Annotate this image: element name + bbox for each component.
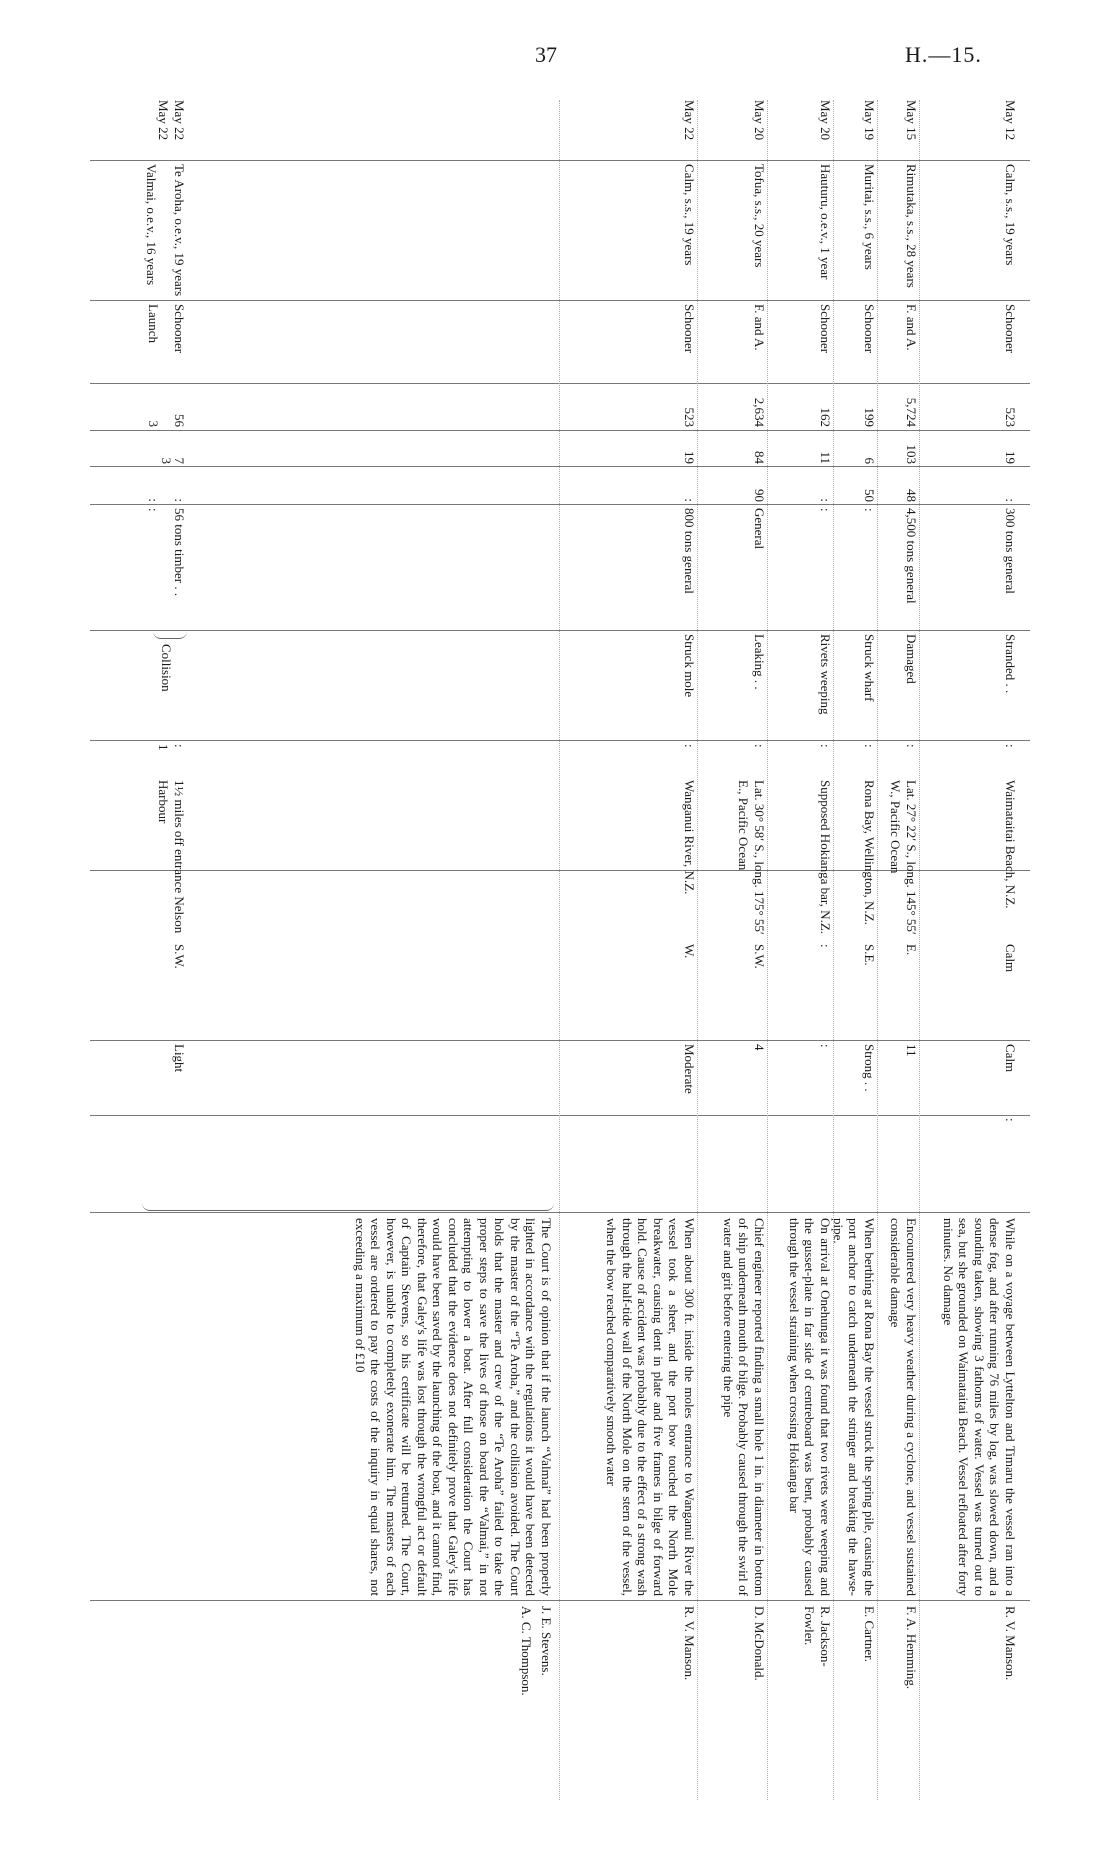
cell-lives-lost: : bbox=[904, 744, 919, 748]
cell-casualty: Stranded . . bbox=[1003, 634, 1018, 694]
cell-place: Lat. 30° 58′ S., long. 175° 55′ E., Pacific Ocean bbox=[736, 780, 767, 935]
cell-officer: E. Cartner. bbox=[862, 1606, 877, 1662]
cell-date: May 22 bbox=[172, 100, 187, 141]
cell-tonnage: 2,634 bbox=[752, 397, 767, 427]
cell-date: May 22 bbox=[156, 100, 171, 141]
cell-cargo: : bbox=[818, 508, 833, 512]
table-row bbox=[562, 100, 698, 1800]
table-row bbox=[879, 100, 920, 1800]
cell-casualty: Struck wharf bbox=[862, 634, 877, 702]
cell-wind-force: Light bbox=[172, 1044, 187, 1073]
cell-passengers: 50 bbox=[862, 489, 877, 502]
document-reference: H.—15. bbox=[905, 42, 982, 67]
cell-wind-force: 4 bbox=[752, 1044, 767, 1051]
cell-date: May 15 bbox=[904, 100, 919, 141]
cell-rig: F. and A. bbox=[752, 304, 767, 351]
cell-wind-force: : bbox=[818, 1044, 833, 1048]
cell-remarks: Chief engineer reported finding a small hole 1 in. in diameter in bottom of ship underneath mouth of bilge. Probably caused through the swirl of water and grit before entering the pipe bbox=[721, 1218, 767, 1596]
cell-place: Rona Bay, Wellington, N.Z. bbox=[862, 780, 877, 925]
cell-officer: A. C. Thompson. bbox=[519, 1606, 534, 1696]
cell-vessel: Calm, s.s., 19 years bbox=[682, 164, 697, 266]
cell-passengers: : bbox=[682, 498, 697, 502]
cell-cargo: 800 tons general bbox=[682, 508, 697, 594]
cell-casualty: Struck mole bbox=[682, 634, 697, 698]
cell-cargo: : bbox=[862, 508, 877, 512]
collision-row bbox=[129, 100, 560, 1800]
cell-remarks: The Court is of opinion that if the launch “Valmai” had been properly lighted in accordance with the regulations it would have been detected by the master of the “Te Aroha,” and the collision avoided. The Court holds that the master and crew of the “Te Aroha” failed to take the proper steps to save the lives of those on board the “Valmai,” in not attempting to lower a boat. After full consideration the Court has concluded that the evidence does not definitely prove that Galey's life would have been saved by the launching of the boat, and it cannot find, therefore, that Galey's life was lost through the wrongful act or default of Captain Stevens, so his certificate will be returned. The Court, however, is unable to completely exonerate him. The masters of each vessel are ordered to pay the costs of the inquiry in equal shares, not exceeding a maximum of £10 bbox=[353, 1218, 554, 1596]
cell-cargo: General bbox=[752, 508, 767, 550]
cell-rig: Schooner bbox=[818, 304, 833, 354]
cell-wind-dir: S.W. bbox=[752, 944, 767, 969]
cell-wind-dir: E. bbox=[904, 944, 919, 956]
table-row bbox=[769, 100, 834, 1800]
cell-wind-dir: W. bbox=[682, 944, 697, 959]
cell-vessel: Hauturu, o.e.v., 1 year bbox=[818, 164, 833, 280]
cell-sea: : bbox=[1003, 1118, 1018, 1122]
table-row bbox=[923, 100, 1018, 1800]
cell-rig: F. and A. bbox=[904, 304, 919, 351]
cell-tonnage: 523 bbox=[1003, 407, 1018, 427]
cell-tonnage: 162 bbox=[818, 407, 833, 427]
cell-place: Supposed Hokianga bar, N.Z. bbox=[818, 780, 833, 935]
cell-passengers: : bbox=[172, 498, 187, 502]
cell-remarks: While on a voyage between Lyttelton and Timaru the vessel ran into a dense fog, and after running 76 miles by log, was slowed down, and a sounding taken, showing 3 fathoms of water. Vessel was turned out to sea, but she grounded on Waimataitai Beach. Vessel refloated after forty minutes. No damage bbox=[941, 1218, 1018, 1596]
cell-wind-force: 11 bbox=[904, 1044, 919, 1057]
cell-crew: 6 bbox=[862, 457, 877, 464]
cell-passengers: : bbox=[1003, 498, 1018, 502]
brace bbox=[142, 1200, 554, 1211]
cell-vessel: Muritai, s.s., 6 years bbox=[862, 164, 877, 270]
cell-lives-lost: : bbox=[862, 744, 877, 748]
cell-cargo: 300 tons general bbox=[1003, 508, 1018, 594]
cell-passengers: 48 bbox=[904, 489, 919, 502]
cell-remarks: Encountered very heavy weather during a cyclone, and vessel sustained considerable damage bbox=[888, 1218, 919, 1596]
cell-passengers: 90 bbox=[752, 489, 767, 502]
cell-tonnage: 3 bbox=[146, 420, 161, 427]
cell-wind-dir: S.E. bbox=[862, 944, 877, 966]
cell-officer: D. McDonald. bbox=[752, 1606, 767, 1681]
cell-lives-lost: : bbox=[752, 744, 767, 748]
cell-cargo: : bbox=[146, 508, 161, 512]
cell-tonnage: 56 bbox=[172, 414, 187, 427]
cell-crew: 84 bbox=[752, 451, 767, 464]
cell-place: 1½ miles off entrance Nelson Harbour bbox=[156, 780, 187, 934]
table-row bbox=[831, 100, 878, 1800]
cell-date: May 19 bbox=[862, 100, 877, 141]
page-number: 37 bbox=[535, 42, 557, 67]
cell-place: Wanganui River, N.Z. bbox=[682, 780, 697, 895]
cell-lives-lost: 1 bbox=[156, 744, 171, 751]
cell-rig: Schooner bbox=[862, 304, 877, 354]
cell-crew: 11 bbox=[818, 451, 833, 464]
cell-wind-dir: : bbox=[818, 944, 833, 948]
cell-wind-dir: S.W. bbox=[172, 944, 187, 969]
cell-tonnage: 199 bbox=[862, 407, 877, 427]
cell-tonnage: 5,724 bbox=[904, 397, 919, 427]
cell-vessel: Te Aroha, o.e.v., 19 years bbox=[172, 164, 187, 297]
cell-wind-force: Calm bbox=[1003, 1044, 1018, 1073]
cell-casualty: Damaged bbox=[904, 634, 919, 684]
cell-vessel: Tofua, s.s., 20 years bbox=[752, 164, 767, 268]
cell-lives-lost: : bbox=[682, 744, 697, 748]
cell-crew: 103 bbox=[904, 444, 919, 464]
cell-casualty: Collision bbox=[159, 644, 174, 692]
cell-crew: 7 bbox=[172, 457, 187, 464]
cell-remarks: When about 300 ft. inside the moles entrance to Wanganui River the vessel took a sheer, and the port bow touched the North Mole breakwater, causing dent in plate and five frames in bilge of forward hold. Cause of accident was probably due to the effect of a strong wash through the half-tide wall of the North Mole on the stern of the vessel, when the bow reached comparatively smooth water bbox=[604, 1218, 697, 1596]
cell-rig: Launch bbox=[146, 304, 161, 343]
cell-officer: J. E. Stevens. bbox=[539, 1606, 554, 1676]
cell-passengers: : bbox=[818, 498, 833, 502]
cell-wind-force: Moderate bbox=[682, 1044, 697, 1094]
cell-lives-lost: : bbox=[172, 744, 187, 748]
cell-lives-lost: : bbox=[818, 744, 833, 748]
cell-tonnage: 523 bbox=[682, 407, 697, 427]
cell-date: May 20 bbox=[752, 100, 767, 141]
cell-crew: 19 bbox=[682, 451, 697, 464]
cell-crew: 19 bbox=[1003, 451, 1018, 464]
cell-officer: R. V. Manson. bbox=[682, 1606, 697, 1681]
cell-cargo: 56 tons timber . . bbox=[172, 508, 187, 597]
cell-cargo: 4,500 tons general bbox=[904, 508, 919, 604]
cell-casualty: Leaking . . bbox=[752, 634, 767, 690]
cell-rig: Schooner bbox=[1003, 304, 1018, 354]
cell-vessel: Calm, s.s., 19 years bbox=[1003, 164, 1018, 266]
cell-remarks: When berthing at Rona Bay the vessel struck the spring pile, causing the port anchor to catch underneath the stringer and breaking the hawse-pipe. bbox=[831, 1218, 877, 1596]
cell-remarks: On arrival at Onehunga it was found that two rivets were weeping and the gusset-plate in far side of centreboard was bent, probably caused through the vessel straining when crossing Hokianga bar bbox=[787, 1218, 833, 1596]
cell-rig: Schooner bbox=[682, 304, 697, 354]
cell-date: May 20 bbox=[818, 100, 833, 141]
cell-vessel: Valmai, o.e.v., 16 years bbox=[144, 164, 159, 286]
cell-officer: R. Jackson-Fowler. bbox=[802, 1606, 833, 1667]
cell-place: Waimataitai Beach, N.Z. bbox=[1003, 780, 1018, 909]
cell-officer: F. A. Hemming. bbox=[904, 1606, 919, 1690]
cell-lives-lost: : bbox=[1003, 744, 1018, 748]
casualty-table bbox=[90, 100, 1030, 1800]
cell-crew: 3 bbox=[159, 457, 174, 464]
cell-place: Lat. 27° 22′ S., long. 145° 55′ W., Pacific Ocean bbox=[888, 780, 919, 935]
cell-casualty: Rivets weeping bbox=[818, 634, 833, 715]
cell-vessel: Rimutaka, s.s., 28 years bbox=[904, 164, 919, 288]
table-row bbox=[699, 100, 768, 1800]
cell-passengers: : bbox=[146, 498, 161, 502]
cell-wind-dir: Calm bbox=[1003, 944, 1018, 973]
cell-wind-force: Strong . . bbox=[862, 1044, 877, 1092]
cell-date: May 22 bbox=[682, 100, 697, 141]
cell-date: May 12 bbox=[1003, 100, 1018, 141]
cell-rig: Schooner bbox=[172, 304, 187, 354]
brace bbox=[153, 628, 187, 639]
cell-officer: R. V. Manson. bbox=[1003, 1606, 1018, 1681]
